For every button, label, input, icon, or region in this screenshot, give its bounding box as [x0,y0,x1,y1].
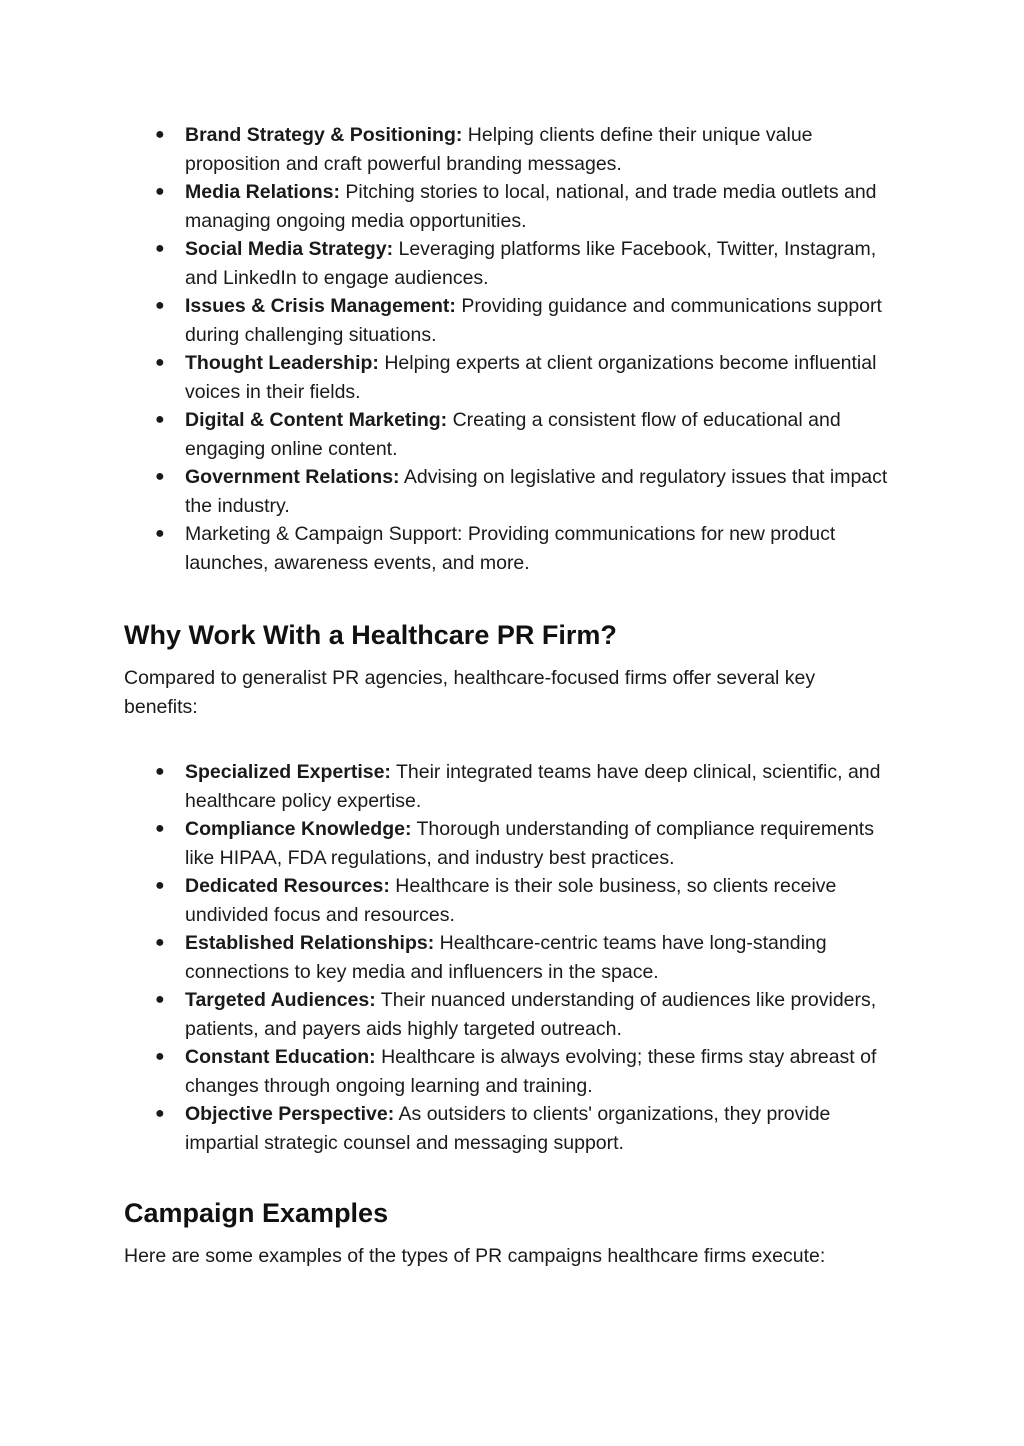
list-item-text: Marketing & Campaign Support: Providing communications for new product launches, awareness events, and more. [185,523,836,574]
service-list-item [124,121,894,178]
list-item-text: Their integrated teams have deep clinical, scientific, and healthcare policy expertise. [185,761,881,812]
bullet-icon: ● [155,877,165,894]
service-list-item [124,235,894,292]
list-item-term: Compliance Knowledge: [185,818,412,840]
benefits-list [124,758,894,1157]
list-item-text: Pitching stories to local, national, and trade media outlets and managing ongoing media opportunities. [185,181,877,232]
list-item-term: Established Relationships: [185,932,435,954]
service-list-item [124,292,894,349]
service-list-item [124,406,894,463]
bullet-icon: ● [155,468,165,485]
bullet-icon: ● [155,525,165,542]
bullet-icon: ● [155,240,165,257]
bullet-icon: ● [155,183,165,200]
bullet-icon: ● [155,126,165,143]
list-item-term: Thought Leadership: [185,352,379,374]
list-item-text: Healthcare-centric teams have long-standing connections to key media and influencers in the space. [185,932,827,983]
document-page [124,121,894,1271]
list-item-term: Constant Education: [185,1046,376,1068]
list-item-term: Government Relations: [185,466,400,488]
bullet-icon: ● [155,991,165,1008]
section-heading-why: Why Work With a Healthcare PR Firm? [124,620,617,650]
benefit-list-item [124,758,894,815]
bullet-icon: ● [155,934,165,951]
benefit-list-item [124,872,894,929]
list-item-term: Dedicated Resources: [185,875,390,897]
benefit-list-item [124,1100,894,1157]
list-item-text: Thorough understanding of compliance requirements like HIPAA, FDA regulations, and industry best practices. [185,818,874,869]
list-item-term: Targeted Audiences: [185,989,376,1011]
bullet-icon: ● [155,1105,165,1122]
list-item-term: Brand Strategy & Positioning: [185,124,463,146]
list-item-text: Advising on legislative and regulatory issues that impact the industry. [185,466,888,517]
list-item-text: As outsiders to clients' organizations, they provide impartial strategic counsel and messaging support. [185,1103,831,1154]
bullet-icon: ● [155,297,165,314]
bullet-icon: ● [155,411,165,428]
list-item-term: Specialized Expertise: [185,761,391,783]
list-item-text: Healthcare is always evolving; these firms stay abreast of changes through ongoing learning and training. [185,1046,877,1097]
service-list-item [124,520,894,577]
list-item-text: Leveraging platforms like Facebook, Twitter, Instagram, and LinkedIn to engage audiences. [185,238,877,289]
bullet-icon: ● [155,354,165,371]
bullet-icon: ● [155,1048,165,1065]
bullet-icon: ● [155,763,165,780]
list-item-text: Providing guidance and communications support during challenging situations. [185,295,882,346]
benefit-list-item [124,815,894,872]
list-item-term: Digital & Content Marketing: [185,409,448,431]
services-list [124,121,894,577]
list-item-text: Healthcare is their sole business, so clients receive undivided focus and resources. [185,875,837,926]
section-intro-campaign: Here are some examples of the types of PR campaigns healthcare firms execute: [124,1245,826,1267]
benefit-list-item [124,929,894,986]
list-item-text: Helping clients define their unique value proposition and craft powerful branding messages. [185,124,813,175]
service-list-item [124,349,894,406]
list-item-term: Media Relations: [185,181,340,203]
list-item-term: Social Media Strategy: [185,238,394,260]
benefit-list-item [124,986,894,1043]
service-list-item [124,463,894,520]
list-item-text: Their nuanced understanding of audiences like providers, patients, and payers aids highly targeted outreach. [185,989,877,1040]
list-item-term: Objective Perspective: [185,1103,395,1125]
benefit-list-item [124,1043,894,1100]
service-list-item [124,178,894,235]
section-intro-why: Compared to generalist PR agencies, healthcare-focused firms offer several key benefits: [124,667,816,718]
bullet-icon: ● [155,820,165,837]
list-item-term: Issues & Crisis Management: [185,295,456,317]
list-item-text: Creating a consistent flow of educational and engaging online content. [185,409,841,460]
section-heading-campaign: Campaign Examples [124,1198,389,1228]
list-item-text: Helping experts at client organizations become influential voices in their fields. [185,352,877,403]
